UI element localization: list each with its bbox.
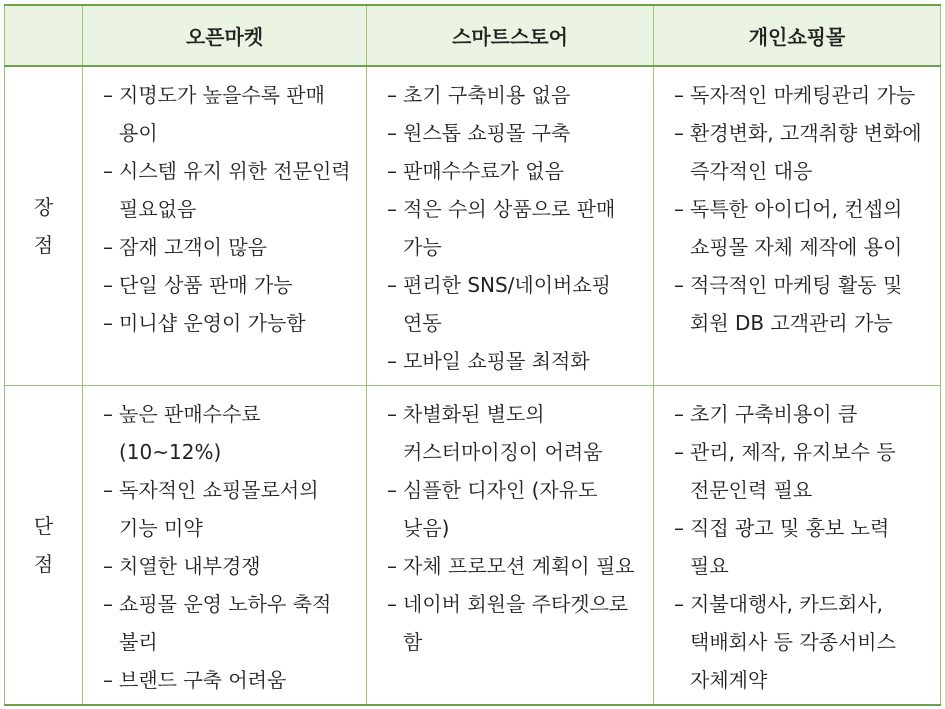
bullet-item: – 관리, 제작, 유지보수 등 전문인력 필요 [674, 433, 926, 509]
bullet-item: – 초기 구축비용이 큼 [674, 395, 926, 433]
header-open-market: 오픈마켓 [83, 5, 367, 66]
bullet-item: – 직접 광고 및 홍보 노력 필요 [674, 509, 926, 585]
row-label-text: 장 점 [33, 195, 54, 257]
bullet-list [654, 386, 940, 699]
row-label-pros [5, 66, 83, 386]
bullet-item: – 쇼핑몰 운영 노하우 축적 불리 [103, 585, 352, 661]
bullet-item: – 치열한 내부경쟁 [103, 547, 352, 585]
bullet-item: – 네이버 회원을 주타겟으로 함 [387, 585, 639, 661]
bullet-item: – 초기 구축비용 없음 [387, 76, 639, 114]
pros-personal-mall [654, 66, 941, 386]
bullet-item: – 환경변화, 고객취향 변화에 즉각적인 대응 [674, 114, 926, 190]
pros-open-market [83, 66, 367, 386]
bullet-item: – 적은 수의 상품으로 판매 가능 [387, 190, 639, 266]
bullet-list [654, 67, 940, 342]
bullet-item: – 차별화된 별도의 커스터마이징이 어려움 [387, 395, 639, 471]
bullet-item: – 적극적인 마케팅 활동 및 회원 DB 고객관리 가능 [674, 266, 926, 342]
cons-row [5, 386, 941, 706]
bullet-list [367, 386, 653, 661]
bullet-item: – 심플한 디자인 (자유도 낮음) [387, 471, 639, 547]
bullet-item: – 지불대행사, 카드회사, 택배회사 등 각종서비스 자체계약 [674, 585, 926, 699]
corner-header [5, 5, 83, 66]
bullet-item: – 미니샵 운영이 가능함 [103, 304, 352, 342]
header-personal-mall: 개인쇼핑몰 [654, 5, 941, 66]
bullet-item: – 독자적인 쇼핑몰로서의 기능 미약 [103, 471, 352, 547]
bullet-item: – 시스템 유지 위한 전문인력 필요없음 [103, 152, 352, 228]
bullet-item: – 자체 프로모션 계획이 필요 [387, 547, 639, 585]
cons-smart-store [367, 386, 654, 706]
bullet-item: – 브랜드 구축 어려움 [103, 661, 352, 699]
comparison-table [4, 4, 941, 706]
bullet-item: – 독자적인 마케팅관리 가능 [674, 76, 926, 114]
bullet-item: – 독특한 아이디어, 컨셉의 쇼핑몰 자체 제작에 용이 [674, 190, 926, 266]
bullet-list [83, 386, 366, 699]
bullet-item: – 원스톱 쇼핑몰 구축 [387, 114, 639, 152]
bullet-item: – 지명도가 높을수록 판매 용이 [103, 76, 352, 152]
bullet-item: – 높은 판매수수료 (10~12%) [103, 395, 352, 471]
bullet-list [83, 67, 366, 342]
row-label-text: 단 점 [33, 514, 54, 576]
bullet-item: – 판매수수료가 없음 [387, 152, 639, 190]
cons-open-market [83, 386, 367, 706]
header-smart-store: 스마트스토어 [367, 5, 654, 66]
bullet-item: – 잠재 고객이 많음 [103, 228, 352, 266]
bullet-item: – 모바일 쇼핑몰 최적화 [387, 342, 639, 380]
row-label-cons [5, 386, 83, 706]
cons-personal-mall [654, 386, 941, 706]
bullet-list [367, 67, 653, 380]
header-row [5, 5, 941, 66]
pros-row [5, 66, 941, 386]
bullet-item: – 편리한 SNS/네이버쇼핑 연동 [387, 266, 639, 342]
pros-smart-store [367, 66, 654, 386]
bullet-item: – 단일 상품 판매 가능 [103, 266, 352, 304]
